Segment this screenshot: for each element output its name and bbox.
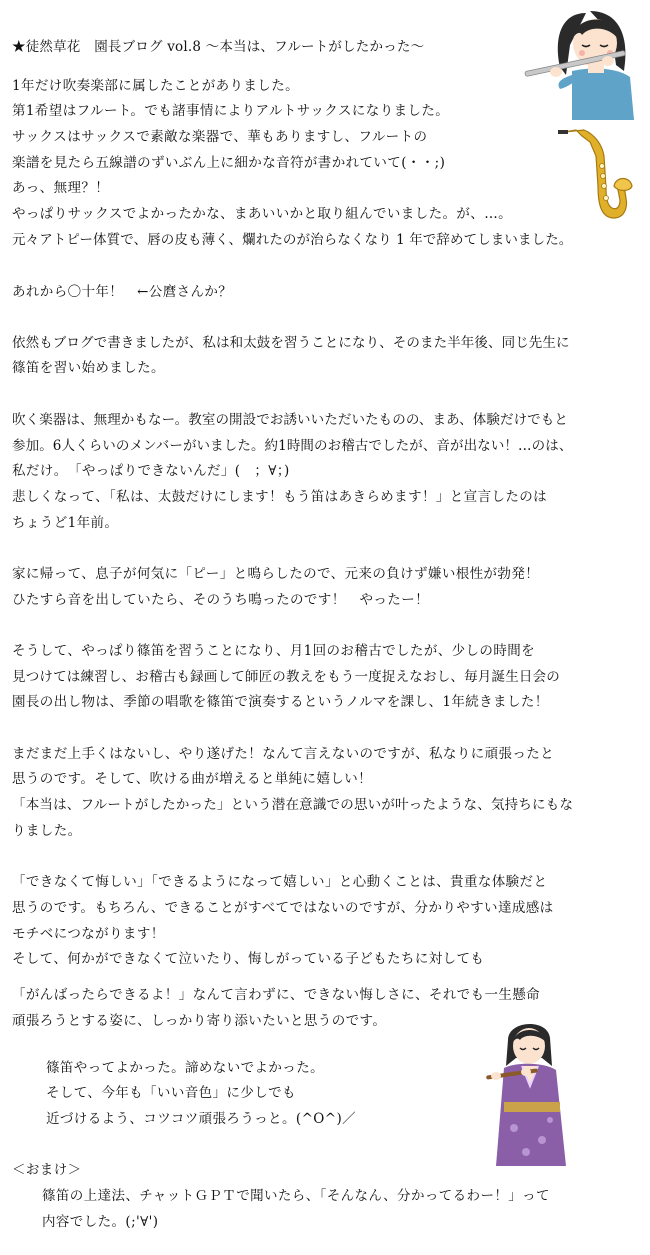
text-line: 頑張ろうとする姿に、しっかり寄り添いたいと思うのです。 xyxy=(12,1013,387,1029)
omake-line: 内容でした。(;'∀') xyxy=(42,1214,159,1230)
text-line: 篠笛を習い始めました。 xyxy=(12,360,165,376)
text-line: あっ、無理？！ xyxy=(12,180,110,196)
saxophone-icon xyxy=(556,126,636,231)
text-line: 1年だけ吹奏楽部に属したことがありました。 xyxy=(12,78,299,94)
text-line: ちょうど1年前。 xyxy=(12,515,119,531)
closing-line: 篠笛やってよかった。諦めないでよかった。 xyxy=(46,1060,324,1076)
text-line: 思うのです。もちろん、できることがすべてではないのですが、分かりやすい達成感は xyxy=(12,900,554,916)
text-line: モチベにつながります！ xyxy=(12,926,165,942)
text-line: 第1希望はフルート。でも諸事情によりアルトサックスになりました。 xyxy=(12,103,450,119)
omake-heading: ＜おまけ＞ xyxy=(12,1162,82,1178)
text-line: サックスはサックスで素敵な楽器で、華もありますし、フルートの xyxy=(12,129,428,145)
flute-player-icon xyxy=(520,5,640,120)
text-line: りました。 xyxy=(12,823,82,839)
text-line: 楽譜を見たら五線譜のずいぶん上に細かな音符が書かれていて(・・;) xyxy=(12,155,446,171)
text-line: 悲しくなって、「私は、太鼓だけにします！もう笛はあきらめます！」と宣言したのは xyxy=(12,489,548,505)
shinobue-player-icon xyxy=(486,1016,576,1166)
blog-title: ★徒然草花 園長ブログ vol.8 ～本当は、フルートがしたかった～ xyxy=(12,39,425,55)
text-line: 「できなくて悔しい」「できるようになって嬉しい」と心動くことは、貴重な体験だと xyxy=(12,874,548,890)
text-line: あれから〇十年！ ←公麿さんか？ xyxy=(12,284,233,300)
text-line: 「がんばったらできるよ！」なんて言わずに、できない悔しさに、それでも一生懸命 xyxy=(12,987,541,1003)
text-line: まだまだ上手くはないし、やり遂げた！なんて言えないのですが、私なりに頑張ったと xyxy=(12,746,555,762)
text-line: ひたすら音を出していたら、そのうち鳴ったのです！ やったー！ xyxy=(12,592,429,608)
text-line: 私だけ。 「やっぱりできないんだ」( ；∀；) xyxy=(12,463,290,479)
text-line: そうして、やっぱり篠笛を習うことになり、月1回のお稽古でしたが、少しの時間を xyxy=(12,643,536,659)
text-line: やっぱりサックスでよかったかな、まあいいかと取り組んでいました。が、…。 xyxy=(12,206,512,222)
text-line: 園長の出し物は、季節の唱歌を篠笛で演奏するというノルマを課し、1年続きました！ xyxy=(12,694,549,710)
closing-line: 近づけるよう、コツコツ頑張ろうっと。(^O^)／ xyxy=(46,1111,357,1127)
text-line: 依然もブログで書きましたが、私は和太鼓を習うことになり、そのまた半年後、同じ先生に xyxy=(12,335,570,351)
text-line: 元々アトピー体質で、唇の皮も薄く、爛れたのが治らなくなり 1 年で辞めてしまいました。 xyxy=(12,232,573,248)
text-line: 「本当は、フルートがしたかった」という潜在意識での思いが叶ったような、気持ちにもな xyxy=(12,797,574,813)
omake-line: 篠笛の上達法、チャットＧＰＴで聞いたら、「そんなん、分かってるわー！」って xyxy=(42,1188,550,1204)
text-line: 家に帰って、息子が何気に「ピー」と鳴らしたので、元来の負けず嫌い根性が勃発！ xyxy=(12,566,540,582)
text-line: 見つけては練習し、お稽古も録画して師匠の教えをもう一度捉えなおし、毎月誕生日会の xyxy=(12,669,560,685)
closing-line: そして、今年も「いい音色」に少しでも xyxy=(46,1085,296,1101)
text-line: そして、何かができなくて泣いたり、悔しがっている子どもたちに対しても xyxy=(12,951,485,967)
text-line: 吹く楽器は、無理かもなー。教室の開設でお誘いいただいたものの、まあ、体験だけでもと xyxy=(12,412,568,428)
text-line: 参加。6人くらいのメンバーがいました。約1時間のお稽古でしたが、音が出ない！…のは、 xyxy=(12,438,573,454)
text-line: 思うのです。そして、吹ける曲が増えると単純に嬉しい！ xyxy=(12,771,373,787)
